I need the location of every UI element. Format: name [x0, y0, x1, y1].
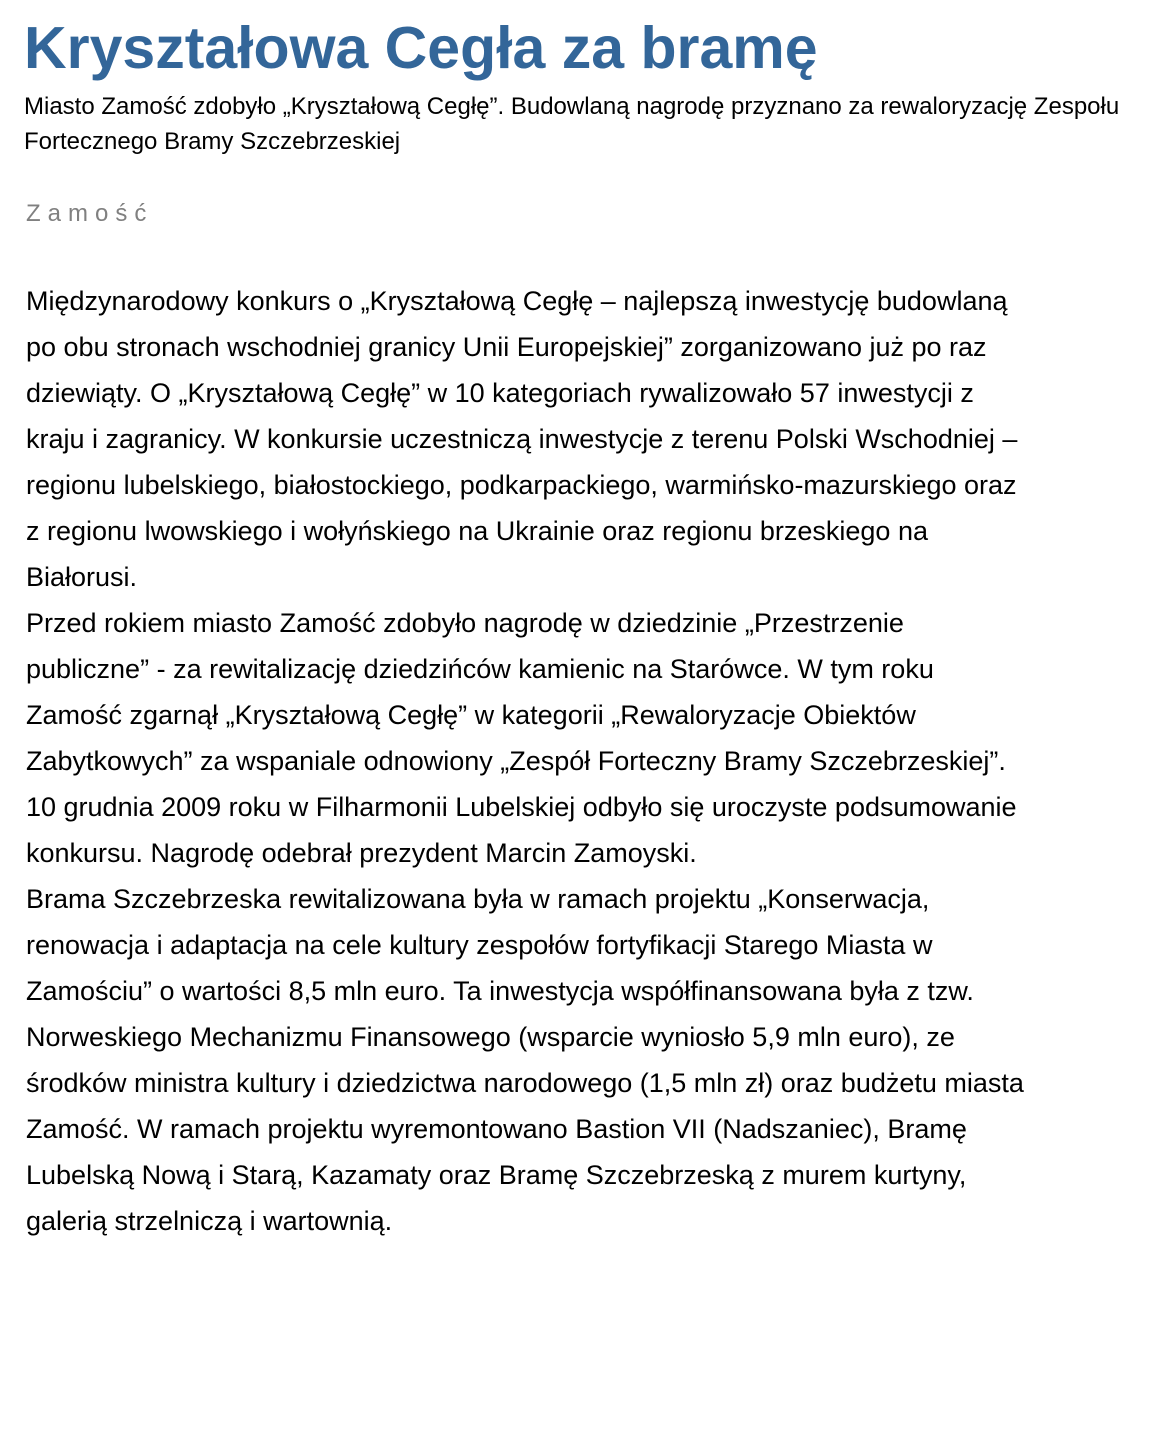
article-body: [26, 278, 1026, 1244]
article-lead: Miasto Zamość zdobyło „Kryształową Cegłę”. Budowlaną nagrodę przyznano za rewaloryzację Zespołu Fortecznego Bramy Szczebrzeskiej: [24, 93, 1120, 155]
article-paragraph-3: Brama Szczebrzeska rewitalizowana była w ramach projektu „Konserwacja, renowacja i adaptacja na cele kultury zespołów fortyfikacji Starego Miasta w Zamościu” o wartości 8,5 mln euro. Ta inwestycja współfinansowana była z tzw. Norweskiego Mechanizmu Finansowego (wsparcie wyniosło 5,9 mln euro), ze środków ministra kultury i dziedzictwa narodowego (1,5 mln zł) oraz budżetu miasta Zamość. W ramach projektu wyremontowano Bastion VII (Nadszaniec), Bramę Lubelską Nową i Starą, Kazamaty oraz Bramę Szczebrzeską z murem kurtyny, galerią strzelniczą i wartownią.: [26, 884, 1024, 1236]
article: [24, 0, 1144, 1244]
article-paragraph-2: Przed rokiem miasto Zamość zdobyło nagrodę w dziedzinie „Przestrzenie publiczne” - za rewitalizację dziedzińców kamienic na Starówce. W tym roku Zamość zgarnął „Kryształową Cegłę” w kategorii „Rewaloryzacje Obiektów Zabytkowych” za wspaniale odnowiony „Zespół Forteczny Bramy Szczebrzeskiej”. 10 grudnia 2009 roku w Filharmonii Lubelskiej odbyło się uroczyste podsumowanie konkursu. Nagrodę odebrał prezydent Marcin Zamoyski.: [26, 608, 1017, 868]
article-title: Kryształowa Cegła za bramę: [24, 15, 818, 81]
article-paragraph-1: Międzynarodowy konkurs o „Kryształową Cegłę – najlepszą inwestycję budowlaną po obu stronach wschodniej granicy Unii Europejskiej” zorganizowano już po raz dziewiąty. O „Kryształową Cegłę” w 10 kategoriach rywalizowało 57 inwestycji z kraju i zagranicy. W konkursie uczestniczą inwestycje z terenu Polski Wschodniej – regionu lubelskiego, białostockiego, podkarpackiego, warmińsko-mazurskiego oraz z regionu lwowskiego i wołyńskiego na Ukrainie oraz regionu brzeskiego na Białorusi.: [26, 286, 1018, 592]
article-location: Zamość: [26, 200, 154, 227]
